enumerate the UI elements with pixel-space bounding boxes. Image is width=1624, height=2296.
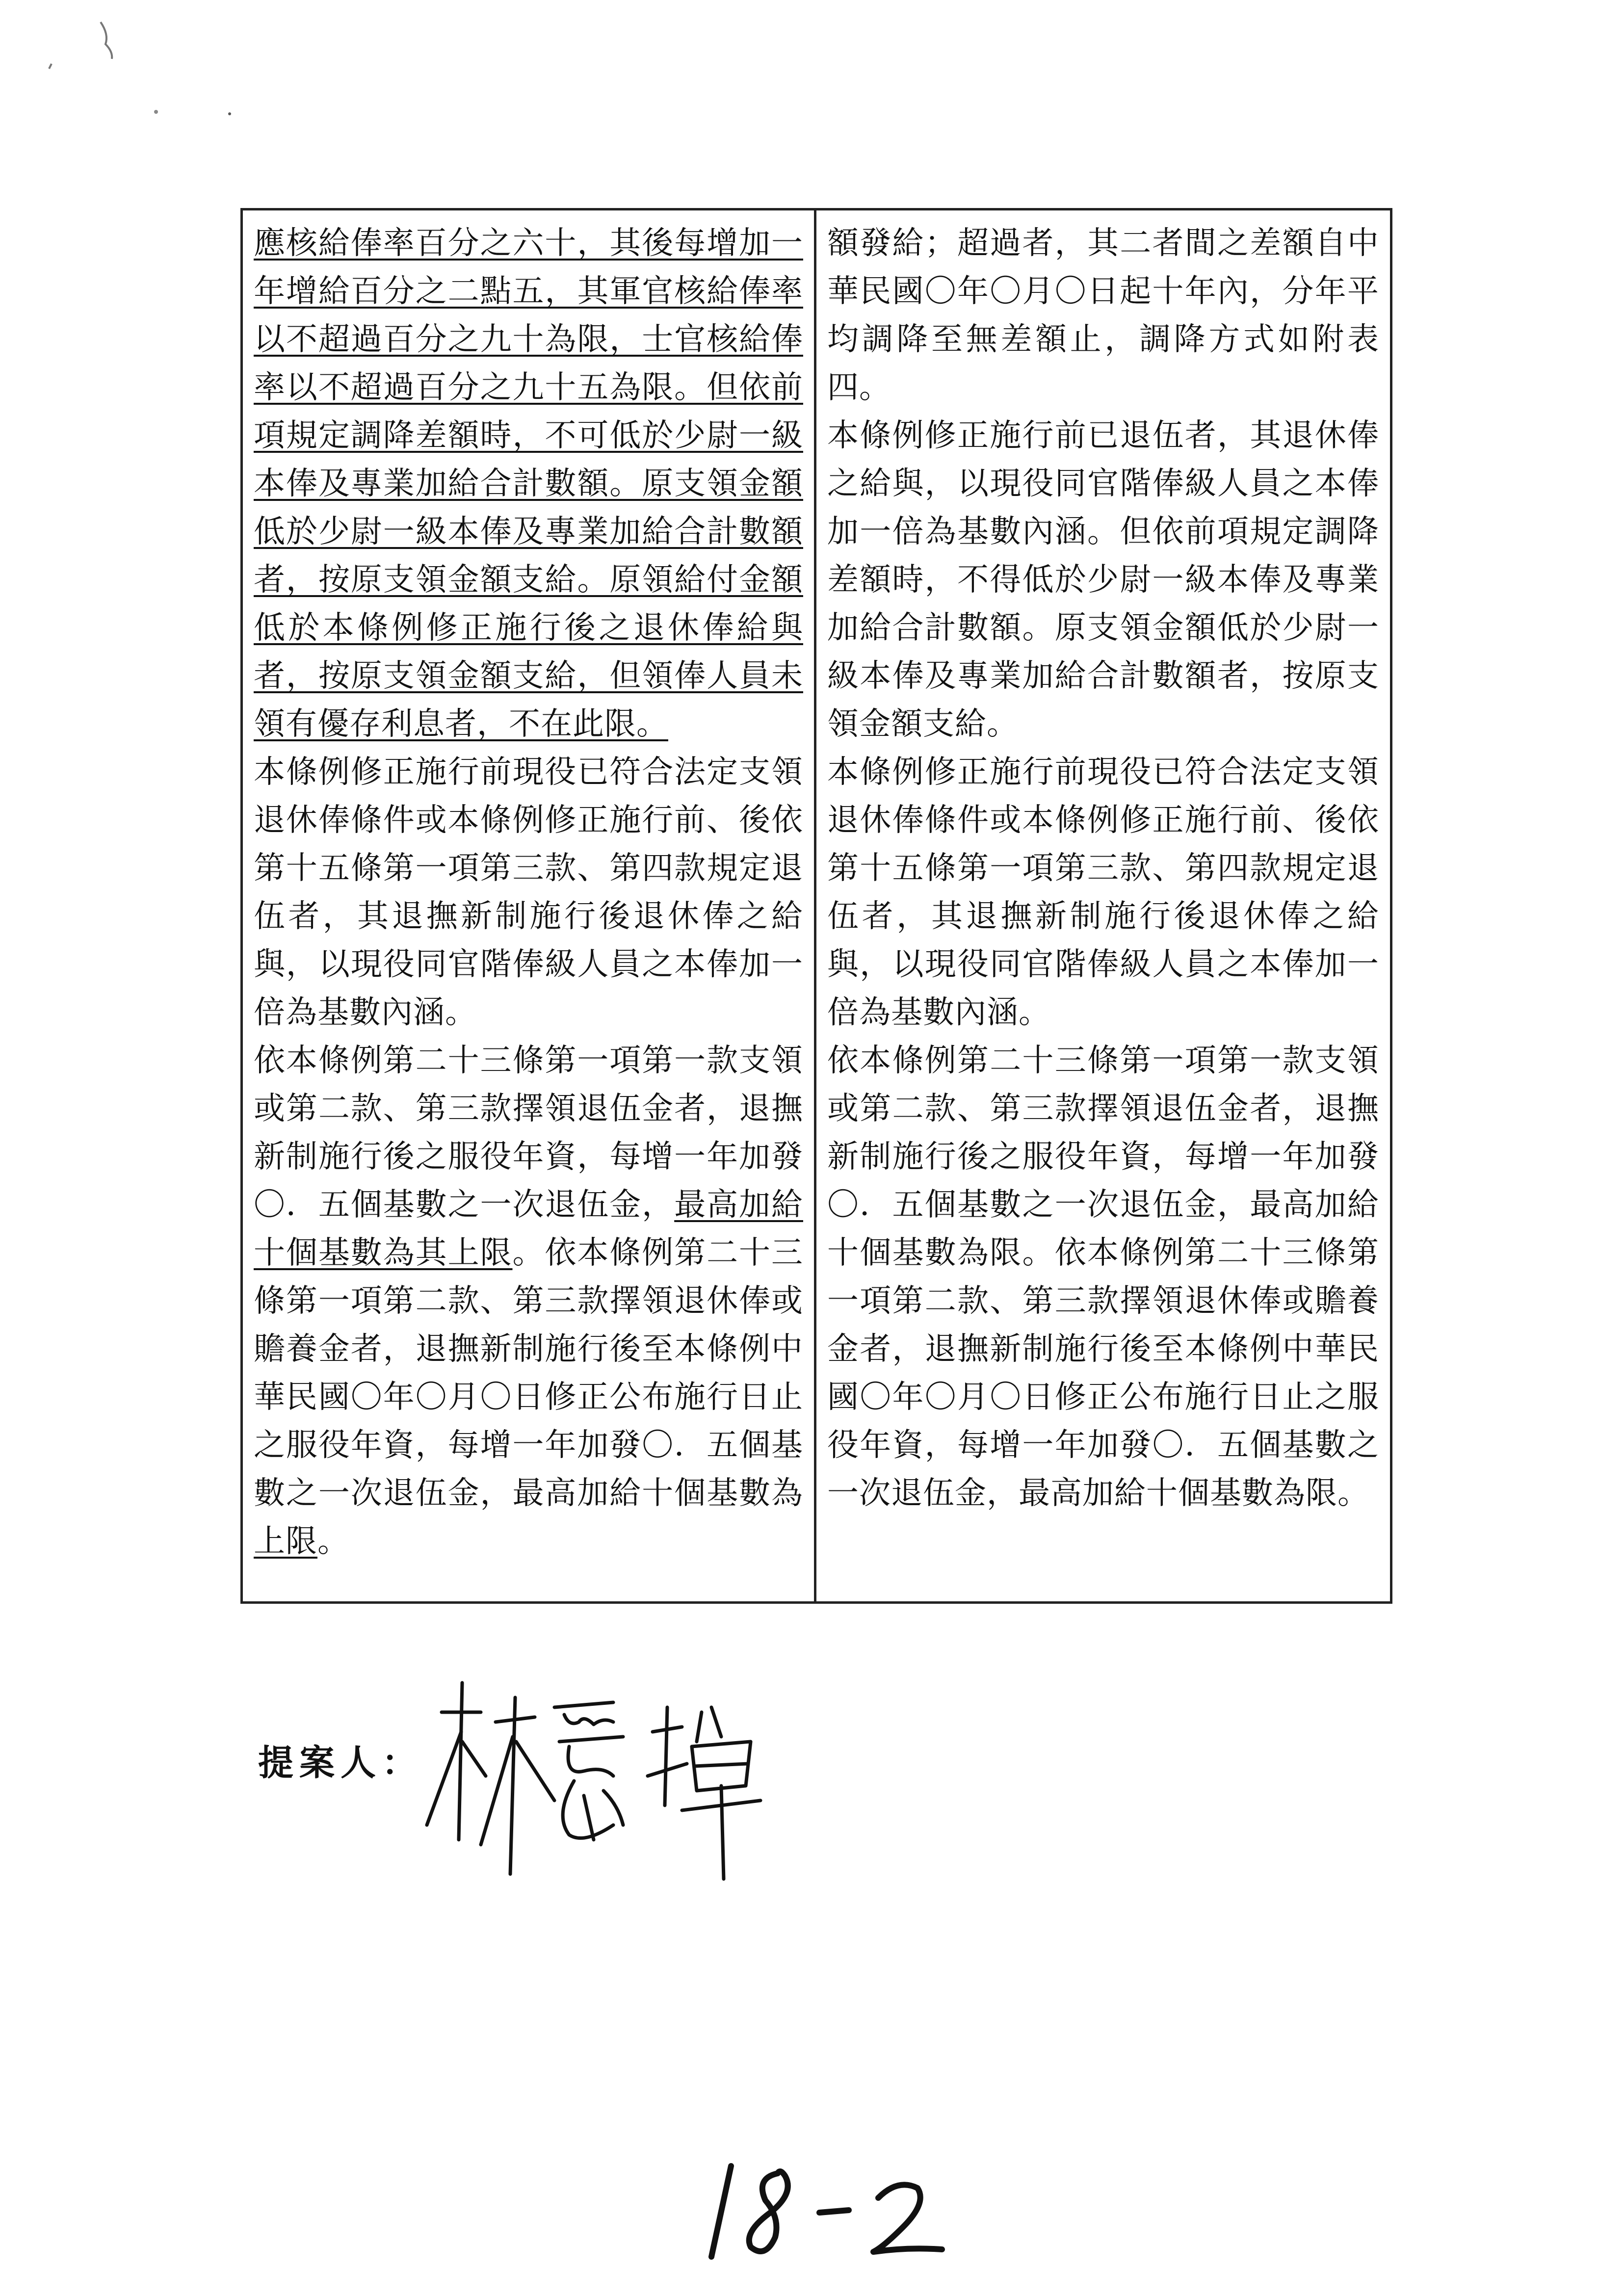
paragraph-text: 本條例修正施行前現役已符合法定支領退休俸條件或本條例修正施行前、後依第十五條第一項第三款、第四款規定退伍者，其退撫新制施行後退休俸之給與，以現役同官階俸級人員之本俸加一倍為基數內涵。 [827,754,1379,1031]
current-text-column [816,210,1390,1601]
revised-text-column [243,210,816,1601]
right-paragraph [827,748,1379,1037]
scan-marks [0,0,294,147]
comparison-table [240,208,1392,1604]
amended-text: 上限 [254,1523,317,1560]
left-paragraph [254,748,803,1037]
right-paragraph [827,1037,1379,1517]
left-paragraph [254,1037,803,1565]
paragraph-text: 本條例修正施行前現役已符合法定支領退休俸條件或本條例修正施行前、後依第十五條第一項第三款、第四款規定退伍者，其退撫新制施行後退休俸之給與，以現役同官階俸級人員之本俸加一倍為基數內涵。 [254,754,803,1031]
right-paragraph [827,412,1379,748]
proposer-label: 提案人： [258,1742,423,1783]
paragraph-text: 本條例修正施行前已退伍者，其退休俸之給與，以現役同官階俸級人員之本俸加一倍為基數內涵。但依前項規定調降差額時，不得低於少尉一級本俸及專業加給合計數額。原支領金額低於少尉一級本俸及專業加給合計數額者，按原支領金額支給。 [827,417,1379,742]
paragraph-text: 依本條例第二十三條第一項第一款支領或第二款、第三款擇領退伍金者，退撫新制施行後之服役年資，每增一年加發〇．五個基數之一次退伍金， [254,1043,803,1223]
signature-block [245,1678,834,1884]
paragraph-text: 依本條例第二十三條第一項第一款支領或第二款、第三款擇領退伍金者，退撫新制施行後之服役年資，每增一年加發〇．五個基數之一次退伍金，最高加給十個基數為限。依本條例第二十三條第一項第二款、第三款擇領退休俸或贍養金者，退撫新制施行後至本條例中華民國〇年〇月〇日修正公布施行日止之服役年資，每增一年加發〇．五個基數之一次退伍金，最高加給十個基數為限。 [827,1043,1379,1512]
amended-text: 最高加給十個基數為其上限 [254,1187,803,1271]
right-paragraph [827,219,1379,412]
amended-text: 應核給俸率百分之六十，其後每增加一年增給百分之二點五，其軍官核給俸率以不超過百分之九十為限，士官核給俸率以不超過百分之九十五為限。但依前項規定調降差額時，不可低於少尉一級本俸及專業加給合計數額。原支領金額低於少尉一級本俸及專業加給合計數額者，按原支領金額支給。原領給付金額低於本條例修正施行後之退休俸給與者，按原支領金額支給，但領俸人員未領有優存利息者，不在此限。 [254,225,803,742]
left-paragraph [254,219,803,748]
paragraph-text: 。依本條例第二十三條第一項第二款、第三款擇領退休俸或贍養金者，退撫新制施行後至本條例中華民國〇年〇月〇日修正公布施行日止之服役年資，每增一年加發〇．五個基數之一次退伍金，最高加給十個基數為 [254,1235,803,1512]
handwritten-page-number [697,2154,971,2267]
paragraph-text: 。 [317,1523,349,1560]
paragraph-text: 額發給；超過者，其二者間之差額自中華民國〇年〇月〇日起十年內，分年平均調降至無差額止，調降方式如附表四。 [827,225,1379,406]
handwritten-signature [407,1678,829,1884]
